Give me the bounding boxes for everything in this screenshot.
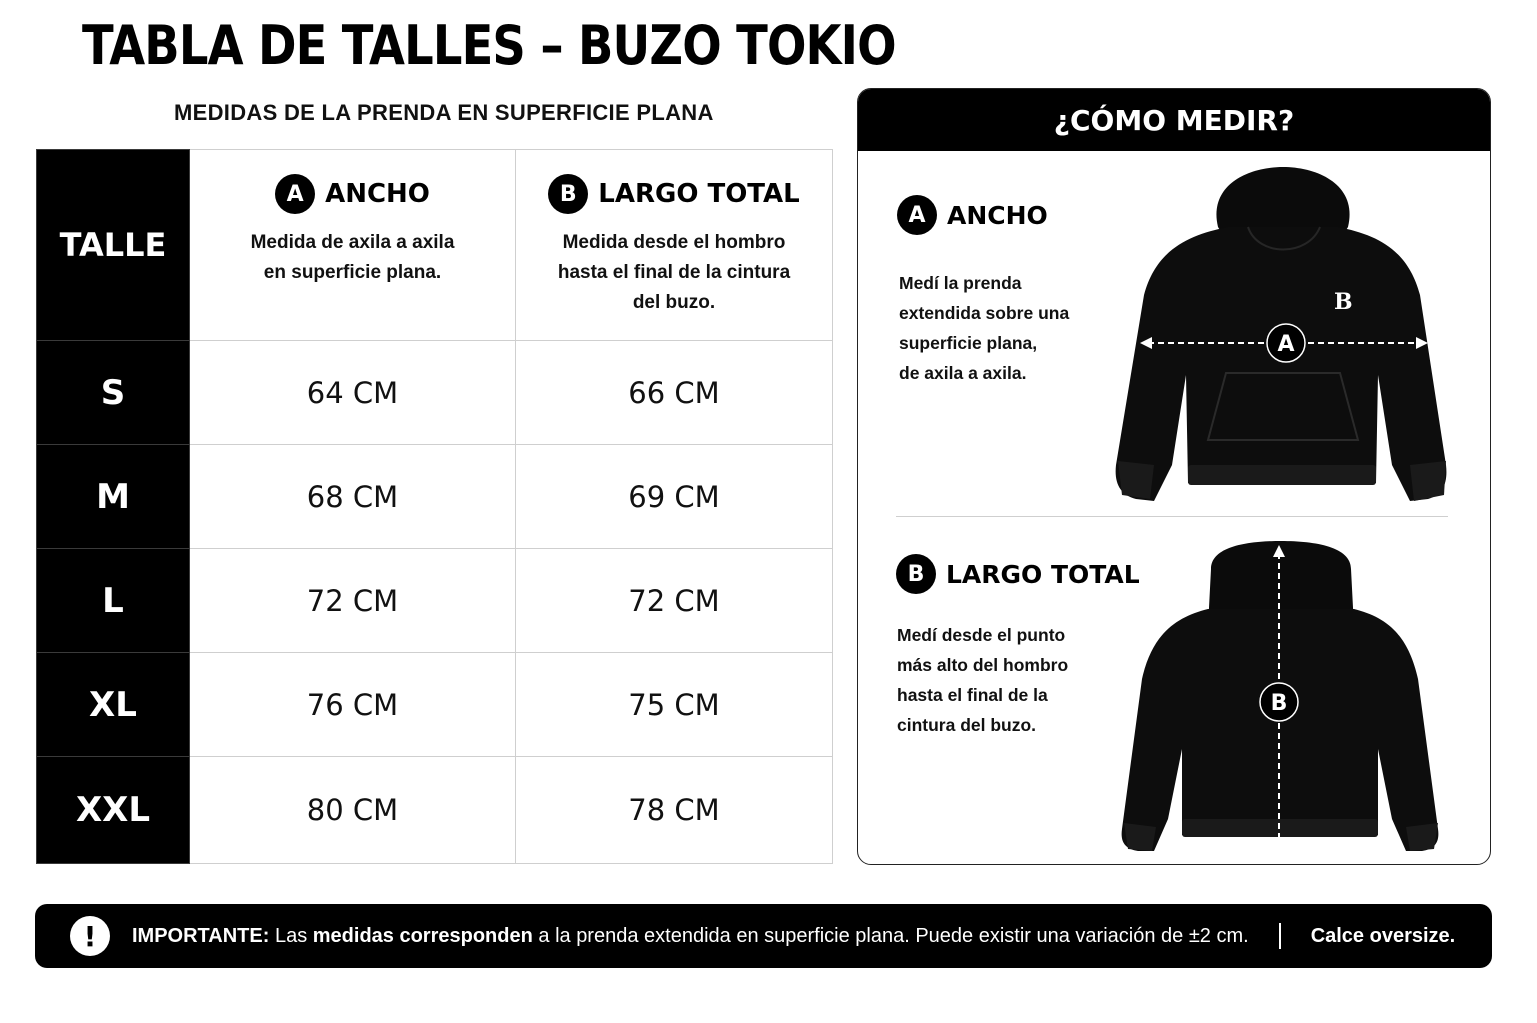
table-row xyxy=(37,445,833,549)
fit-note: Calce oversize. xyxy=(1310,924,1456,947)
ancho-column-header xyxy=(190,150,516,341)
talle-header: TALLE xyxy=(37,150,190,341)
largo-badge: B xyxy=(548,174,588,214)
ancho-value: 72 CM xyxy=(190,549,516,653)
how-to-measure-header: ¿CÓMO MEDIR? xyxy=(858,89,1490,151)
hoodie-back-illustration xyxy=(1116,539,1446,855)
largo-description: Medida desde el hombro hasta el final de la cintura del buzo. xyxy=(557,232,791,313)
ancho-value: 64 CM xyxy=(190,341,516,445)
ancho-value: 76 CM xyxy=(190,653,516,757)
largo-value: 72 CM xyxy=(516,549,833,653)
largo-value: 69 CM xyxy=(516,445,833,549)
section-a-label: A ANCHO xyxy=(897,195,1048,235)
table-row xyxy=(37,549,833,653)
largo-label: LARGO TOTAL xyxy=(598,179,800,209)
size-cell: L xyxy=(37,549,190,653)
important-banner xyxy=(35,904,1492,968)
section-b-text: Medí desde el punto más alto del hombro hasta el final de la cintura del buzo. xyxy=(897,625,1069,735)
length-marker: B xyxy=(1270,691,1288,716)
width-marker: A xyxy=(1277,332,1295,357)
table-row xyxy=(37,653,833,757)
table-row xyxy=(37,757,833,864)
table-row xyxy=(37,341,833,445)
ancho-badge: A xyxy=(275,174,315,214)
section-b-label: B LARGO TOTAL xyxy=(896,554,1140,594)
hoodie-logo: B xyxy=(1334,289,1353,315)
size-table xyxy=(36,149,833,864)
table-header-row xyxy=(37,150,833,341)
important-text: IMPORTANTE: Las medidas corresponden a la prenda extendida en superficie plana. Puede existir una variación de ±2 cm. xyxy=(132,924,1249,947)
size-cell: M xyxy=(37,445,190,549)
largo-value: 66 CM xyxy=(516,341,833,445)
section-b-badge: B xyxy=(896,554,936,594)
section-a-badge: A xyxy=(897,195,937,235)
hoodie-front-illustration xyxy=(1108,165,1458,505)
largo-value: 75 CM xyxy=(516,653,833,757)
section-a-text: Medí la prenda extendida sobre una superficie plana, de axila a axila. xyxy=(899,273,1070,383)
largo-column-header xyxy=(516,150,833,341)
largo-value: 78 CM xyxy=(516,757,833,864)
ancho-label: ANCHO xyxy=(325,179,430,209)
ancho-value: 80 CM xyxy=(190,757,516,864)
banner-separator xyxy=(1279,923,1281,949)
how-to-measure-panel xyxy=(857,88,1491,865)
ancho-description: Medida de axila a axila en superficie plana. xyxy=(250,232,455,283)
page-subtitle: MEDIDAS DE LA PRENDA EN SUPERFICIE PLANA xyxy=(174,100,714,125)
size-cell: S xyxy=(37,341,190,445)
ancho-value: 68 CM xyxy=(190,445,516,549)
size-cell: XXL xyxy=(37,757,190,864)
section-divider xyxy=(896,516,1448,517)
size-cell: XL xyxy=(37,653,190,757)
exclamation-icon: ! xyxy=(70,916,110,956)
page-title: TABLA DE TALLES – BUZO TOKIO xyxy=(82,14,896,77)
